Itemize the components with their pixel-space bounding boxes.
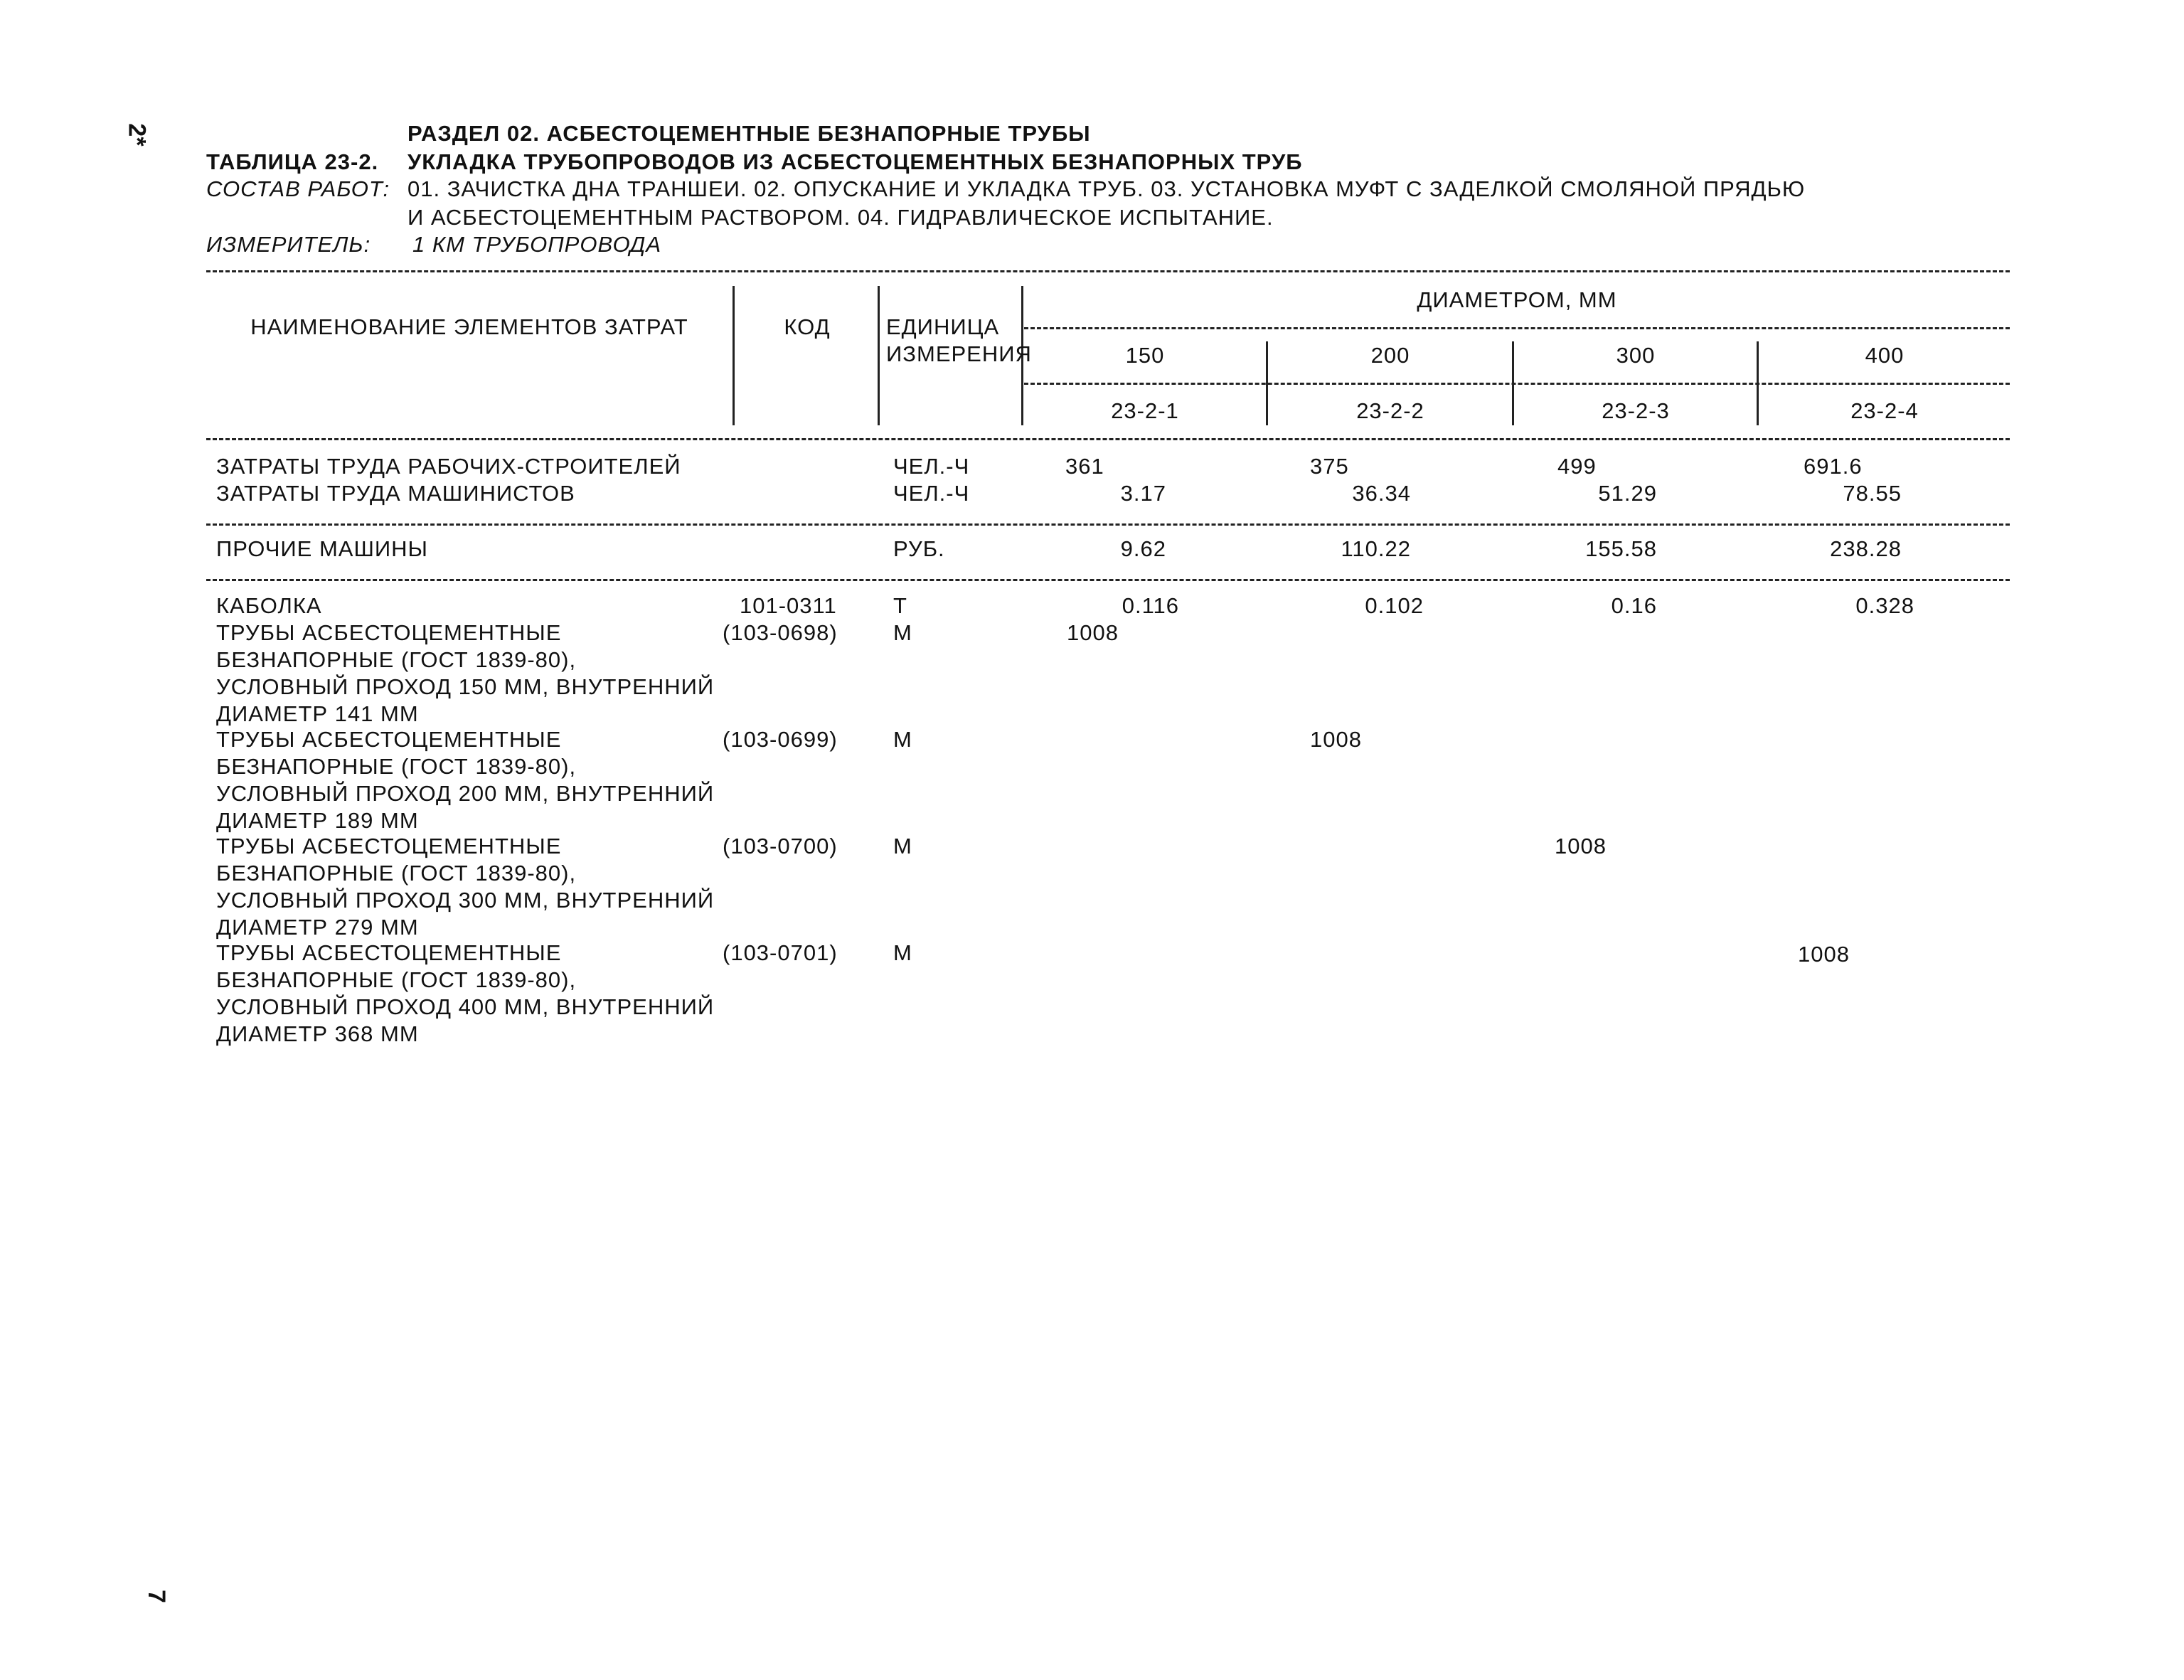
row-labor-machinists-v2: 36.34 [1352, 481, 1411, 506]
rule-top [206, 270, 2010, 272]
code-23-2-1: 23-2-1 [1111, 398, 1179, 423]
pipe-150-value: 1008 [1067, 620, 1119, 645]
code-23-2-4: 23-2-4 [1850, 398, 1919, 423]
row-other-machines-name: ПРОЧИЕ МАШИНЫ [216, 536, 428, 561]
row-labor-workers-v1: 361 [1065, 454, 1104, 479]
measure-label: ИЗМЕРИТЕЛЬ: [206, 232, 371, 257]
row-other-machines-unit: РУБ. [893, 536, 945, 561]
table-label: ТАБЛИЦА 23-2. [206, 149, 379, 174]
diameter-400: 400 [1865, 343, 1905, 368]
measure-value: 1 КМ ТРУБОПРОВОДА [412, 232, 662, 257]
pipe-400-unit: М [893, 940, 912, 965]
row-labor-machinists-unit: ЧЕЛ.-Ч [893, 481, 970, 506]
rule-diameter [1024, 327, 2010, 329]
pipe-300-line-2: БЕЗНАПОРНЫЕ (ГОСТ 1839-80), [216, 861, 577, 886]
pipe-150-line-3: УСЛОВНЫЙ ПРОХОД 150 ММ, ВНУТРЕННИЙ [216, 674, 715, 699]
code-23-2-2: 23-2-2 [1356, 398, 1424, 423]
pipe-200-line-4: ДИАМЕТР 189 ММ [216, 808, 419, 833]
rule-after-machines [206, 579, 2010, 581]
pipe-400-line-3: УСЛОВНЫЙ ПРОХОД 400 ММ, ВНУТРЕННИЙ [216, 994, 715, 1019]
pipe-300-unit: М [893, 834, 912, 858]
pipe-300-line-4: ДИАМЕТР 279 ММ [216, 915, 419, 940]
row-kabolka-v3: 0.16 [1611, 593, 1657, 618]
pipe-400-line-4: ДИАМЕТР 368 ММ [216, 1021, 419, 1046]
row-kabolka-v4: 0.328 [1855, 593, 1914, 618]
pipe-400-value: 1008 [1798, 942, 1850, 967]
diameter-300: 300 [1616, 343, 1656, 368]
work-label: СОСТАВ РАБОТ: [206, 176, 390, 201]
rule-codes [1024, 383, 2010, 385]
pipe-400-line-1: ТРУБЫ АСБЕСТОЦЕМЕНТНЫЕ [216, 940, 562, 965]
row-labor-workers-v3: 499 [1557, 454, 1597, 479]
table-title: УКЛАДКА ТРУБОПРОВОДОВ ИЗ АСБЕСТОЦЕМЕНТНЫХ БЕЗНАПОРНЫХ ТРУБ [407, 149, 1303, 174]
diameter-200: 200 [1370, 343, 1410, 368]
pipe-200-unit: М [893, 727, 912, 752]
page-mark-bottom: 7 [142, 1590, 170, 1603]
pipe-150-line-2: БЕЗНАПОРНЫЕ (ГОСТ 1839-80), [216, 647, 577, 672]
sep-200-300 [1512, 341, 1514, 425]
rule-after-labor [206, 523, 2010, 526]
page-mark-top: 2* [123, 123, 151, 147]
row-labor-workers-v4: 691.6 [1804, 454, 1863, 479]
sep-150-200 [1266, 341, 1268, 425]
row-other-machines-v1: 9.62 [1120, 536, 1166, 561]
row-labor-machinists-v3: 51.29 [1598, 481, 1657, 506]
pipe-300-value: 1008 [1555, 834, 1607, 858]
pipe-400-code: (103-0701) [723, 940, 838, 965]
pipe-200-value: 1008 [1310, 727, 1362, 752]
diameter-150: 150 [1125, 343, 1165, 368]
row-kabolka-unit: Т [893, 593, 907, 618]
work-line-1: 01. ЗАЧИСТКА ДНА ТРАНШЕИ. 02. ОПУСКАНИЕ И УКЛАДКА ТРУБ. 03. УСТАНОВКА МУФТ С ЗАДЕЛКОЙ СМОЛЯНОЙ ПРЯДЬЮ [407, 176, 1806, 201]
row-labor-workers-name: ЗАТРАТЫ ТРУДА РАБОЧИХ-СТРОИТЕЛЕЙ [216, 454, 681, 479]
col-unit-header-1: ЕДИНИЦА [886, 314, 1000, 339]
row-kabolka-v2: 0.102 [1365, 593, 1424, 618]
sep-300-400 [1757, 341, 1759, 425]
pipe-300-code: (103-0700) [723, 834, 838, 858]
row-kabolka-code: 101-0311 [740, 593, 837, 618]
pipe-200-line-2: БЕЗНАПОРНЫЕ (ГОСТ 1839-80), [216, 754, 577, 779]
row-labor-machinists-v1: 3.17 [1120, 481, 1166, 506]
col-name-header: НАИМЕНОВАНИЕ ЭЛЕМЕНТОВ ЗАТРАТ [250, 314, 688, 339]
row-labor-machinists-v4: 78.55 [1843, 481, 1902, 506]
work-line-2: И АСБЕСТОЦЕМЕНТНЫМ РАСТВОРОМ. 04. ГИДРАВЛИЧЕСКОЕ ИСПЫТАНИЕ. [407, 205, 1274, 230]
col-diameter-header: ДИАМЕТРОМ, ММ [1417, 287, 1617, 312]
col-unit-header-2: ИЗМЕРЕНИЯ [886, 341, 1032, 366]
code-23-2-3: 23-2-3 [1602, 398, 1670, 423]
pipe-400-line-2: БЕЗНАПОРНЫЕ (ГОСТ 1839-80), [216, 967, 577, 992]
pipe-150-unit: М [893, 620, 912, 645]
pipe-200-line-3: УСЛОВНЫЙ ПРОХОД 200 ММ, ВНУТРЕННИЙ [216, 781, 715, 806]
pipe-200-line-1: ТРУБЫ АСБЕСТОЦЕМЕНТНЫЕ [216, 727, 562, 752]
pipe-300-line-1: ТРУБЫ АСБЕСТОЦЕМЕНТНЫЕ [216, 834, 562, 858]
row-labor-workers-v2: 375 [1310, 454, 1349, 479]
section-title: РАЗДЕЛ 02. АСБЕСТОЦЕМЕНТНЫЕ БЕЗНАПОРНЫЕ ТРУБЫ [407, 121, 1091, 146]
col-code-header: КОД [784, 314, 831, 339]
pipe-150-code: (103-0698) [723, 620, 838, 645]
pipe-200-code: (103-0699) [723, 727, 838, 752]
pipe-300-line-3: УСЛОВНЫЙ ПРОХОД 300 ММ, ВНУТРЕННИЙ [216, 888, 715, 913]
pipe-150-line-1: ТРУБЫ АСБЕСТОЦЕМЕНТНЫЕ [216, 620, 562, 645]
row-labor-machinists-name: ЗАТРАТЫ ТРУДА МАШИНИСТОВ [216, 481, 575, 506]
rule-header-bottom [206, 438, 2010, 440]
row-kabolka-v1: 0.116 [1122, 593, 1179, 618]
sep-code-unit [878, 286, 880, 425]
row-other-machines-v4: 238.28 [1830, 536, 1902, 561]
row-other-machines-v3: 155.58 [1585, 536, 1657, 561]
sep-name-code [733, 286, 735, 425]
pipe-150-line-4: ДИАМЕТР 141 ММ [216, 701, 419, 726]
row-other-machines-v2: 110.22 [1341, 536, 1411, 561]
row-labor-workers-unit: ЧЕЛ.-Ч [893, 454, 970, 479]
row-kabolka-name: КАБОЛКА [216, 593, 322, 618]
